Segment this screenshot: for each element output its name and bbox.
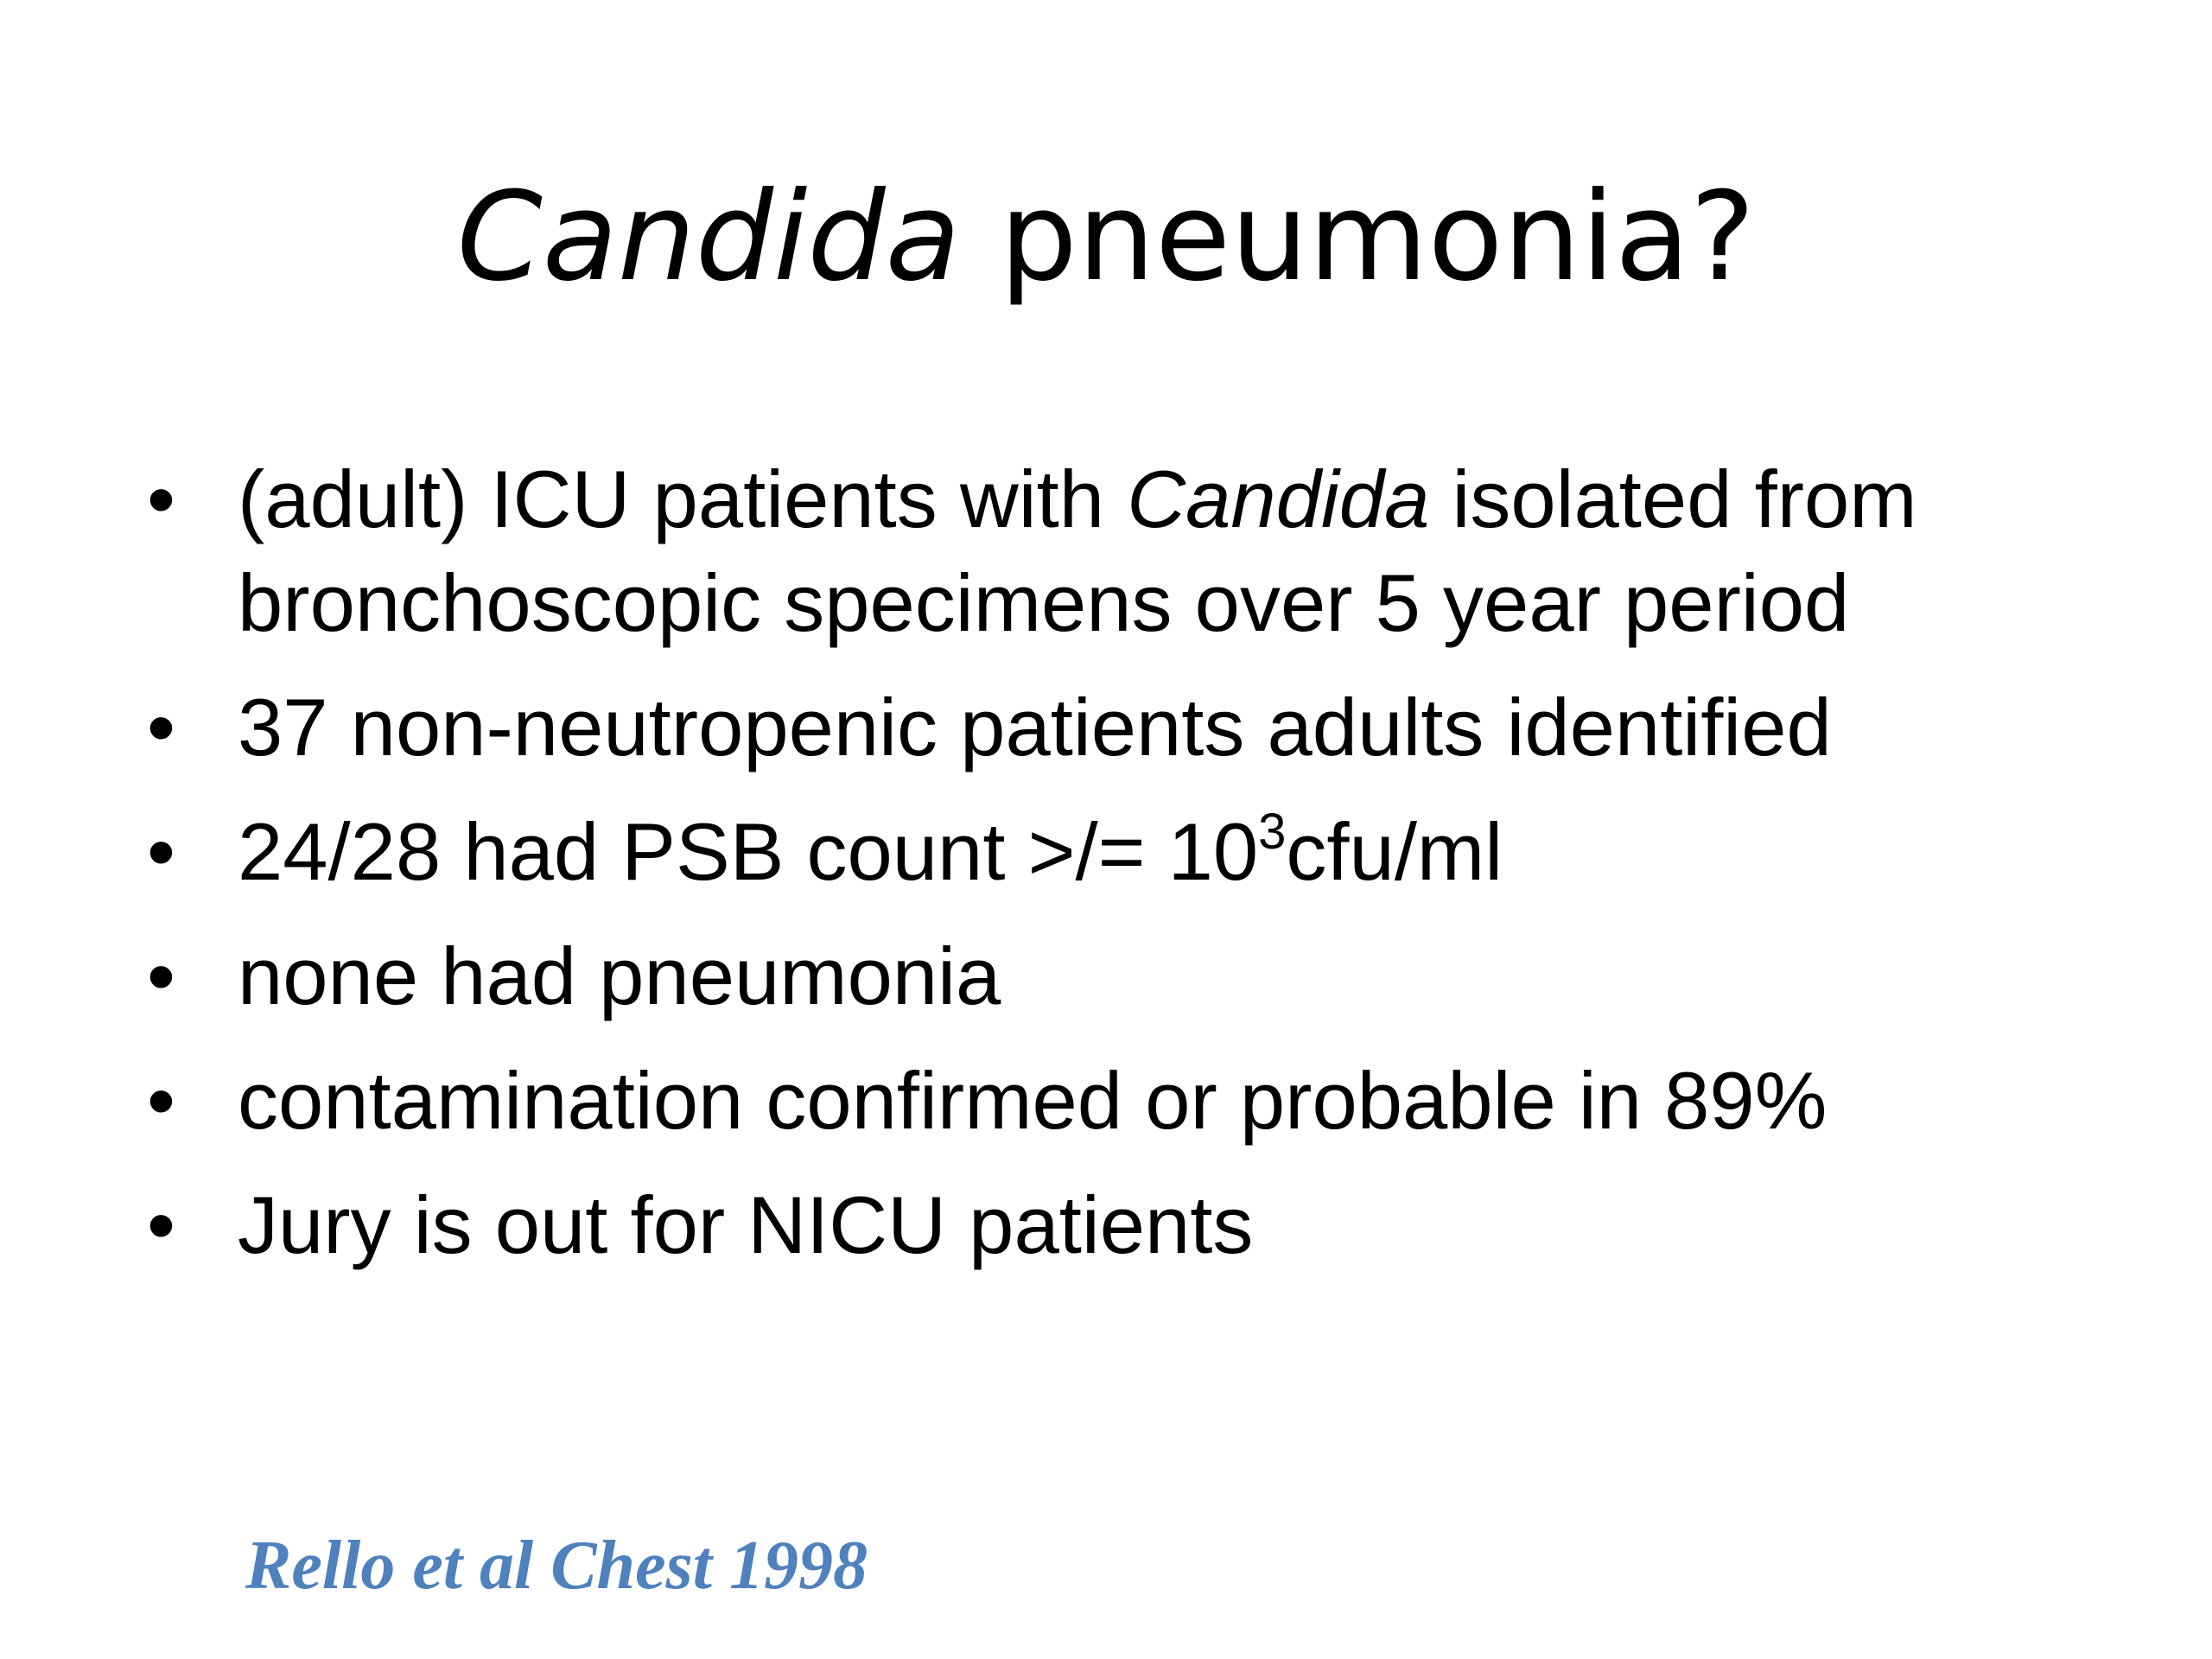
bullet-item-3 (147, 800, 2100, 904)
bullet-3-line (238, 800, 2100, 904)
bullet-marker: • (147, 454, 175, 544)
citation: Rello et al Chest 1998 (245, 1528, 868, 1604)
bullet-3-superscript: 3 (1258, 804, 1287, 860)
bullet-marker: • (147, 806, 175, 897)
bullet-1-line-1 (238, 448, 2100, 551)
bullet-1-italic-word: Candida (1127, 454, 1430, 544)
bullet-4-text: none had pneumonia (238, 931, 1001, 1021)
bullet-5-text: contamination confirmed or probable in 89% (238, 1055, 1827, 1146)
bullet-item-1 (147, 448, 2100, 655)
bullet-item-4 (147, 925, 2100, 1028)
bullet-list (147, 448, 2100, 1298)
slide-title-rest: pneumonia? (960, 166, 1756, 308)
bullet-marker: • (147, 1055, 175, 1146)
bullet-1-line-2: bronchoscopic specimens over 5 year period (238, 557, 1850, 648)
bullet-marker: • (147, 1179, 175, 1270)
bullet-3-text-pre: 24/28 had PSB count >/= 10 (238, 806, 1259, 897)
bullet-1-text-pre: (adult) ICU patients with (238, 454, 1128, 544)
bullet-1-text-post: isolated from (1429, 454, 1917, 544)
bullet-2-text: 37 non-neutropenic patients adults identified (238, 682, 1832, 772)
bullet-6-text: Jury is out for NICU patients (238, 1179, 1254, 1270)
bullet-marker: • (147, 931, 175, 1021)
slide-title-italic-word: Candida (456, 166, 961, 308)
bullet-3-text-post: cfu/ml (1286, 806, 1503, 897)
slide-title (0, 164, 2212, 311)
bullet-item-2 (147, 676, 2100, 779)
bullet-marker: • (147, 682, 175, 772)
bullet-item-5 (147, 1049, 2100, 1153)
bullet-item-6 (147, 1173, 2100, 1277)
